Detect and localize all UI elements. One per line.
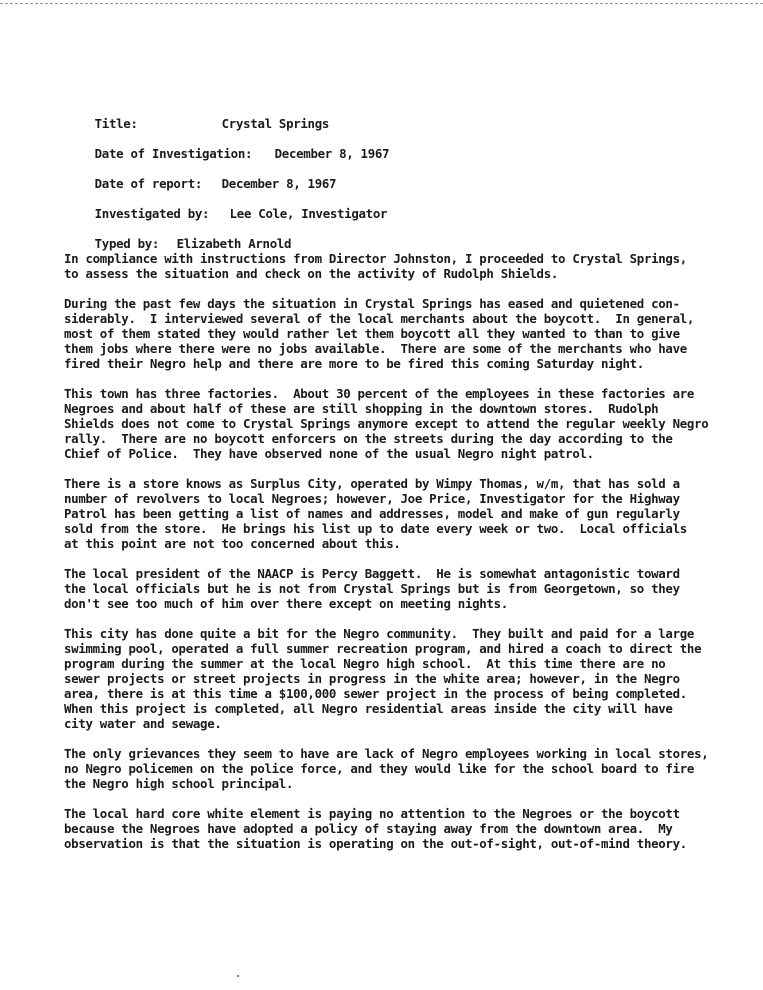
title-value: Crystal Springs xyxy=(221,116,330,131)
report-date-label: Date of report: xyxy=(94,176,203,191)
body-paragraph: The local president of the NAACP is Percy Baggett. He is somewhat antagonistic toward the local officials but he is not from Crystal Springs but is from Georgetown, so they don't see too much of him over there except on meeting nights. xyxy=(64,566,680,611)
investigator-label: Investigated by: xyxy=(94,206,210,221)
page-top-edge xyxy=(0,3,763,4)
body-paragraph: This town has three factories. About 30 percent of the employees in these factories are Negroes and about half of these are still shopping in the downtown stores. Rudolph Shields does not come to Crystal Springs anymore except to attend the regular weekly Negro rally. There are no boycott enforcers on the streets during the day according to the Chief of Police. They have observed none of the usual Negro night patrol. xyxy=(64,386,709,461)
body-paragraph: The local hard core white element is paying no attention to the Negroes or the boycott because the Negroes have adopted a policy of staying away from the downtown area. My observation is that the situation is operating on the out-of-sight, out-of-mind theory. xyxy=(64,806,687,851)
typist-label: Typed by: xyxy=(94,236,160,251)
investigation-date-value: December 8, 1967 xyxy=(274,146,390,161)
body-paragraph: In compliance with instructions from Director Johnston, I proceeded to Crystal Springs, to assess the situation and check on the activity of Rudolph Shields. xyxy=(64,251,687,281)
body-paragraph: There is a store knows as Surplus City, operated by Wimpy Thomas, w/m, that has sold a number of revolvers to local Negroes; however, Joe Price, Investigator for the Highway Patrol has been getting a list of names and addresses, model and make of gun regularly sold from the store. He brings his list up to date every week or two. Local officials at this point are not too concerned about this. xyxy=(64,476,687,551)
body-paragraph: During the past few days the situation in Crystal Springs has eased and quietened con- siderably. I interviewed several of the local merchants about the boycott. In general, most of them stated they would rather let them boycott all they wanted to than to give them jobs where there were no jobs available. There are some of the merchants who have fired their Negro help and there are more to be fired this coming Saturday night. xyxy=(64,296,695,371)
report-date-value: December 8, 1967 xyxy=(221,176,337,191)
paper-speck xyxy=(237,975,239,977)
title-label: Title: xyxy=(94,116,138,131)
body-paragraph: This city has done quite a bit for the Negro community. They built and paid for a large swimming pool, operated a full summer recreation program, and hired a coach to direct the program during the summer at the local Negro high school. At this time there are no sewer projects or street projects in progress in the white area; however, in the Negro area, there is at this time a $100,000 sewer project in the process of being completed. When this project is completed, all Negro residential areas inside the city will have city water and sewage. xyxy=(64,626,702,731)
investigator-value: Lee Cole, Investigator xyxy=(229,206,388,221)
body-paragraph: The only grievances they seem to have are lack of Negro employees working in local stores, no Negro policemen on the police force, and they would like for the school board to fire the Negro high school principal. xyxy=(64,746,709,791)
investigation-date-label: Date of Investigation: xyxy=(94,146,253,161)
typist-value: Elizabeth Arnold xyxy=(176,236,292,251)
